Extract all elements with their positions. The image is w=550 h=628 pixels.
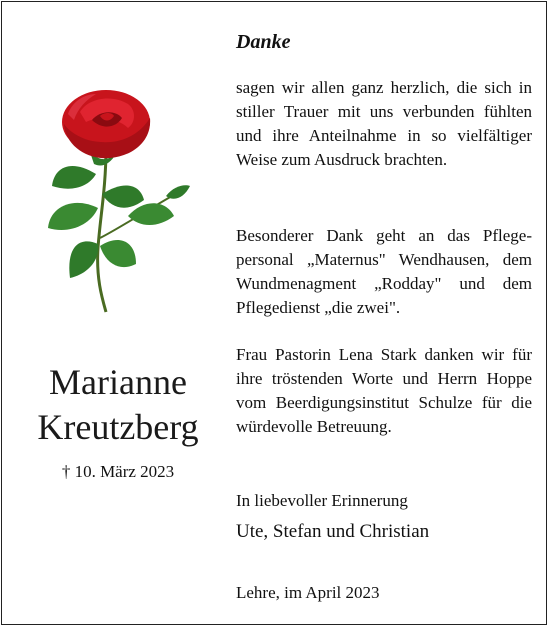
thanks-paragraph-3: Frau Pastorin Lena Stark danken wir für ihre tröstenden Worte und Herrn Hoppe vom Beerdigungsinstitut Schulze für die würdevolle Betreuung. (236, 345, 532, 436)
signers: Ute, Stefan und Christian (236, 521, 430, 542)
deceased-first-name: Marianne (49, 362, 187, 402)
thanks-paragraph-1: sagen wir allen ganz herzlich, die sich in stiller Trauer mit uns verbunden fühlten und ihre Anteilnahme in so vielfältiger Weise zum Ausdruck brachten. (236, 78, 532, 169)
closing-line: In liebevoller Erinnerung (236, 491, 408, 510)
thanks-paragraph-2: Besonderer Dank geht an das Pflege-personal „Maternus" Wendhausen, dem Wundmenagment „Rodday" und dem Pflegedienst „die zwei". (236, 226, 532, 317)
red-rose-icon (40, 88, 200, 316)
place-date: Lehre, im April 2023 (236, 583, 380, 602)
death-date: † 10. März 2023 (61, 462, 175, 481)
notice-heading: Danke (236, 31, 291, 53)
deceased-last-name: Kreutzberg (37, 407, 199, 447)
